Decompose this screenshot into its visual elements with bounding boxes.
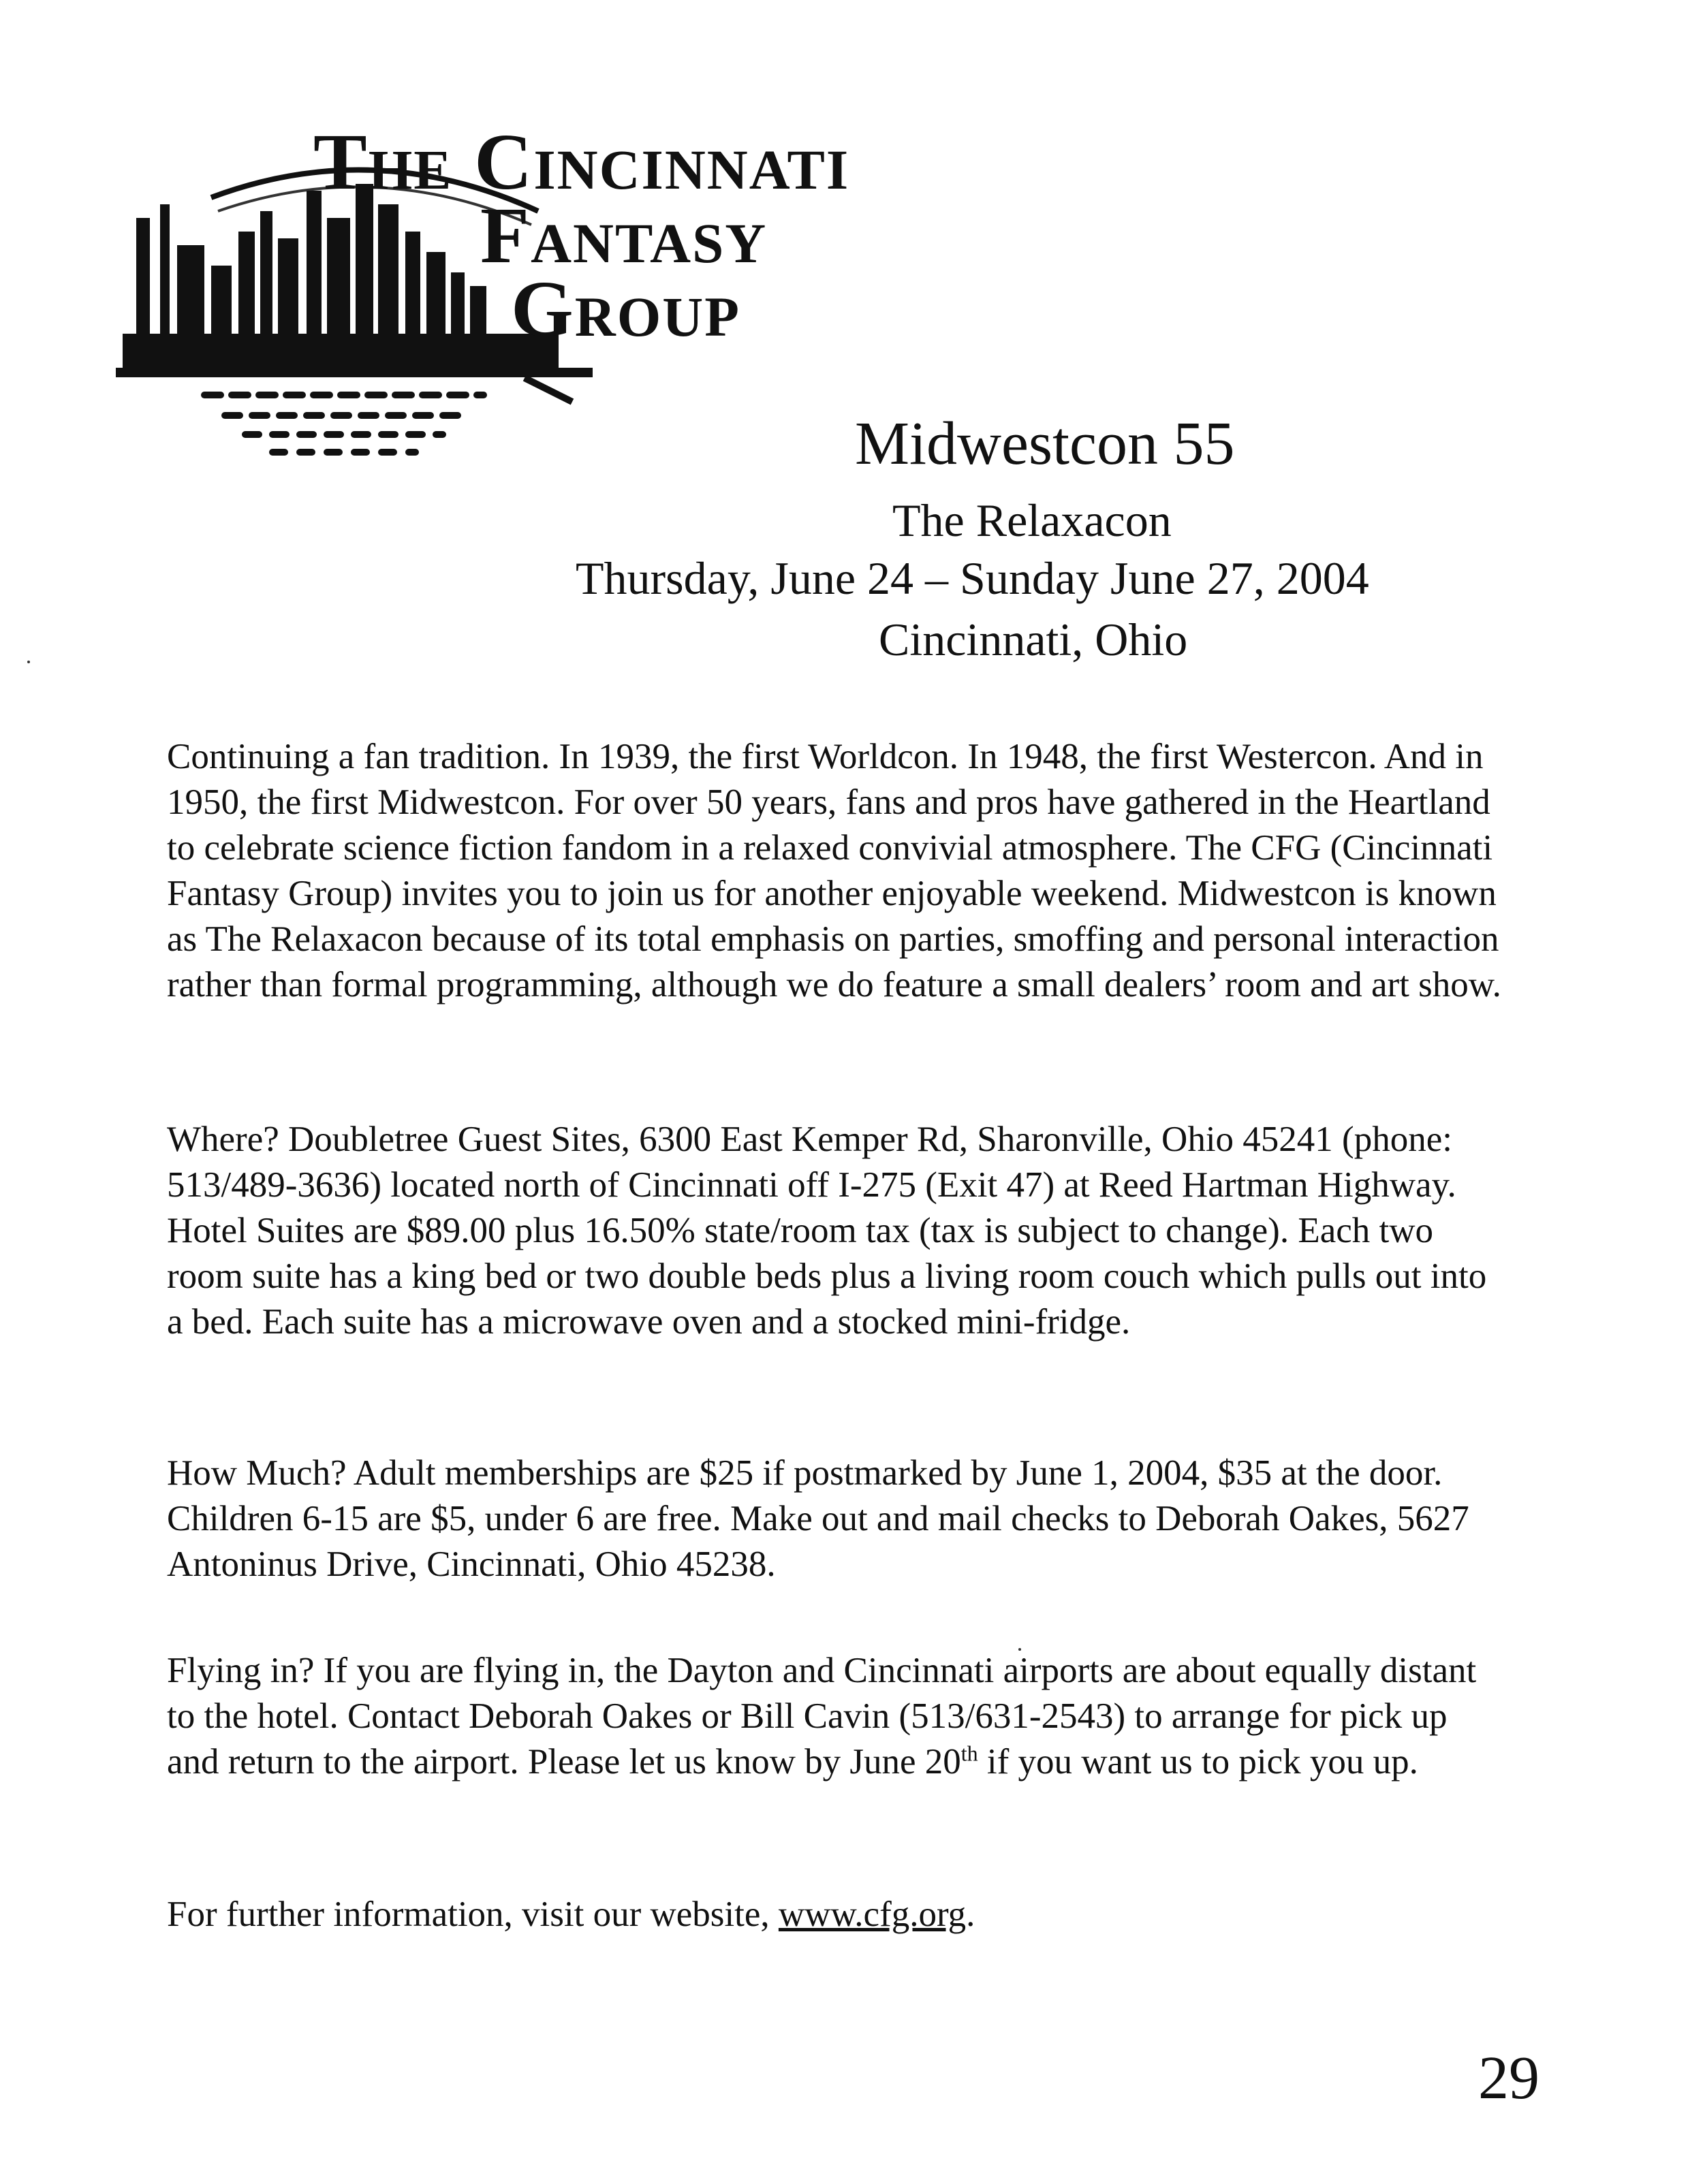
event-location: Cincinnati, Ohio	[879, 614, 1188, 665]
logo-line-2: Fantasy	[480, 191, 768, 280]
where-paragraph: Where? Doubletree Guest Sites, 6300 East Kemper Rd, Sharonville, Ohio 45241 (phone: 513/489-3636) located north of Cincinnati off I-275 (Exit 47) at Reed Hartman Highway. Hotel Suites are $89.00 plus 16.50% state/room tax (tax is subject to change). Each two room suite has a king bed or two double beds plus a living room couch which pulls out into a bed. Each suite has a microwave oven and a stocked mini-fridge.	[167, 1120, 1487, 1342]
website-link[interactable]: www.cfg.org	[778, 1895, 967, 1934]
cfg-logo	[102, 109, 850, 463]
logo-line-1: The Cincinnati	[313, 117, 850, 206]
scan-speck	[27, 661, 30, 663]
event-subtitle: The Relaxacon	[892, 494, 1172, 546]
page-number: 29	[1478, 2044, 1539, 2112]
flying-text: Flying in? If you are flying in, the Dayton and Cincinnati airports are about equally distant to the hotel. Contact Deborah Oakes or Bill Cavin (513/631-2543) to arrange for pick up and return to the airport. Please let us know by June 20	[167, 1651, 1477, 1782]
further-info-paragraph	[167, 1892, 1505, 1937]
ordinal-suffix: th	[960, 1741, 978, 1766]
flying-paragraph	[167, 1648, 1505, 1785]
further-info-period: .	[966, 1895, 975, 1934]
event-dates: Thursday, June 24 – Sunday June 27, 2004	[576, 552, 1369, 604]
further-info-text: For further information, visit our website,	[167, 1895, 779, 1934]
how-much-paragraph: How Much? Adult memberships are $25 if postmarked by June 1, 2004, $35 at the door. Children 6-15 are $5, under 6 are free. Make out and mail checks to Deborah Oakes, 5627 Antoninus Drive, Cincinnati, Ohio 45238.	[167, 1453, 1469, 1584]
intro-paragraph: Continuing a fan tradition. In 1939, the first Worldcon. In 1948, the first Westercon. And in 1950, the first Midwestcon. For over 50 years, fans and pros have gathered in the Heartland to celebrate science fiction fandom in a relaxed convivial atmosphere. The CFG (Cincinnati Fantasy Group) invites you to join us for another enjoyable weekend. Midwestcon is known as The Relaxacon because of its total emphasis on parties, smoffing and personal interaction rather than formal programming, although we do feature a small dealers’ room and art show.	[167, 737, 1501, 1004]
scan-speck	[1018, 1648, 1021, 1651]
flying-text-end: if you want us to pick you up.	[978, 1742, 1418, 1782]
logo-line-3: Group	[511, 264, 740, 353]
event-title: Midwestcon 55	[855, 410, 1235, 477]
